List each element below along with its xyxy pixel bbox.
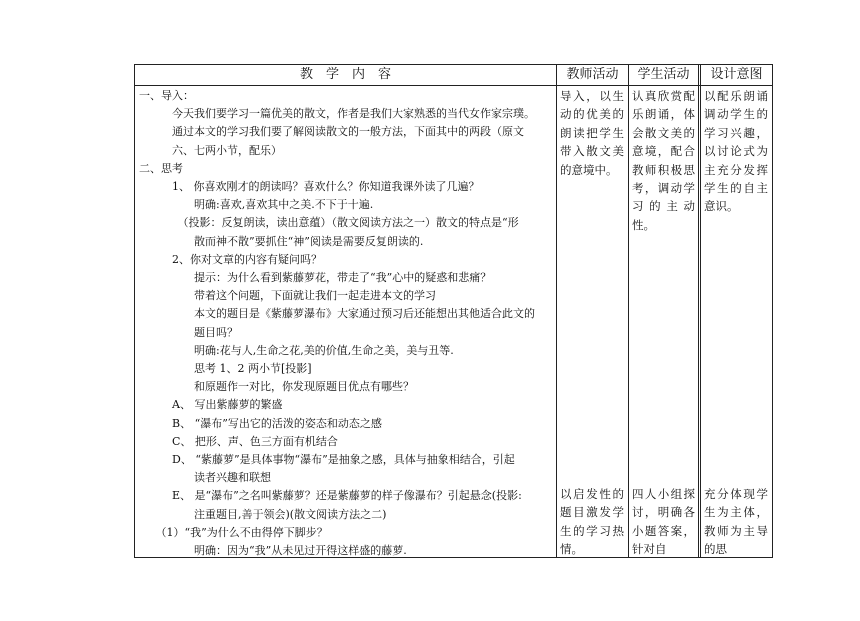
content-line: 通过本文的学习我们要了解阅读散文的一般方法，下面其中的两段（原文 (139, 125, 524, 139)
content-line: 散而神不散”要抓住“神”阅读是需要反复朗读的. (139, 234, 424, 248)
student-activity-bottom: 四人小组探讨，明确各小题答案，针对自 (632, 487, 695, 557)
content-line: （投影：反复朗读，读出意蕴）（散文阅读方法之一）散文的特点是“形 (139, 216, 519, 230)
teacher-activity-bottom: 以启发性的题目激发学生的学习热情。 (560, 487, 624, 557)
content-line: 本文的题目是《紫藤萝瀑布》大家通过预习后还能想出其他适合此文的 (139, 307, 535, 321)
content-line: 思考 1、2 两小节[投影] (139, 362, 312, 376)
content-line: 带着这个问题，下面就让我们一起走进本文的学习 (139, 289, 436, 303)
lesson-plan-table (134, 64, 773, 558)
content-line: 二、思考 (139, 161, 183, 175)
content-line: 2、你对文章的内容有疑问吗？ (139, 252, 322, 266)
content-line: 读者兴趣和联想 (139, 471, 271, 485)
content-line: E、 是“瀑布”之名叫紫藤萝？还是紫藤萝的样子像瀑布？引起悬念(投影: (139, 489, 522, 503)
column-divider (700, 65, 701, 557)
content-line: 提示：为什么看到紫藤萝花，带走了“我”心中的疑惑和悲痛？ (139, 271, 492, 285)
header-divider (135, 85, 772, 86)
header-student-activity: 学生活动 (637, 67, 690, 82)
design-intent-top: 以配乐朗诵调动学生的学习兴趣，以讨论式为主充分发挥学生的自主意识。 (704, 89, 768, 214)
content-line: 今天我们要学习一篇优美的散文，作者是我们大家熟悉的当代女作家宗璞。 (139, 107, 535, 121)
header-design-intent: 设计意图 (710, 67, 763, 82)
teaching-content (139, 87, 556, 560)
header-content: 教 学 内 容 (299, 67, 391, 82)
content-line: D、 “紫藤萝”是具体事物“瀑布”是抽象之感，具体与抽象相结合，引起 (139, 453, 515, 467)
content-line: C、 把形、声、色三方面有机结合 (139, 434, 338, 448)
teacher-activity-top: 导入，以生动的优美的朗读把学生带入散文美的意境中。 (560, 89, 624, 177)
column-divider (628, 65, 629, 557)
content-line: 明确：因为“我”从未见过开得这样盛的藤萝. (139, 544, 407, 558)
content-line: A、 写出紫藤萝的繁盛 (139, 398, 283, 412)
content-line: 注重题目,善于领会)(散文阅读方法之二) (139, 507, 387, 521)
column-divider (556, 65, 557, 557)
content-line: 和原题作一对比，你发现原题目优点有哪些？ (139, 380, 414, 394)
column-divider (698, 65, 699, 557)
content-line: B、 “瀑布”写出它的活泼的姿态和动态之感 (139, 416, 382, 430)
content-line: 1、 你喜欢刚才的朗读吗？喜欢什么？你知道我课外读了几遍？ (139, 180, 480, 194)
content-line: 明确:喜欢,喜欢其中之美.不下于十遍. (139, 198, 374, 212)
design-intent-bottom: 充分体现学生为主体，教师为主导的思 (704, 487, 768, 557)
header-teacher-activity: 教师活动 (566, 67, 619, 82)
content-line: 六、七两小节，配乐） (139, 143, 282, 157)
content-line: 题目吗？ (139, 325, 238, 339)
content-line: 一、导入： (139, 89, 194, 102)
content-line: （1）“我”为什么不由得停下脚步？ (139, 525, 328, 539)
content-line: 明确:花与人,生命之花,美的价值,生命之美，美与丑等. (139, 343, 454, 357)
student-activity-top: 认真欣赏配乐朗诵，体会散文美的意境，配合教师积极思考，调动学习的主动性。 (632, 89, 695, 232)
